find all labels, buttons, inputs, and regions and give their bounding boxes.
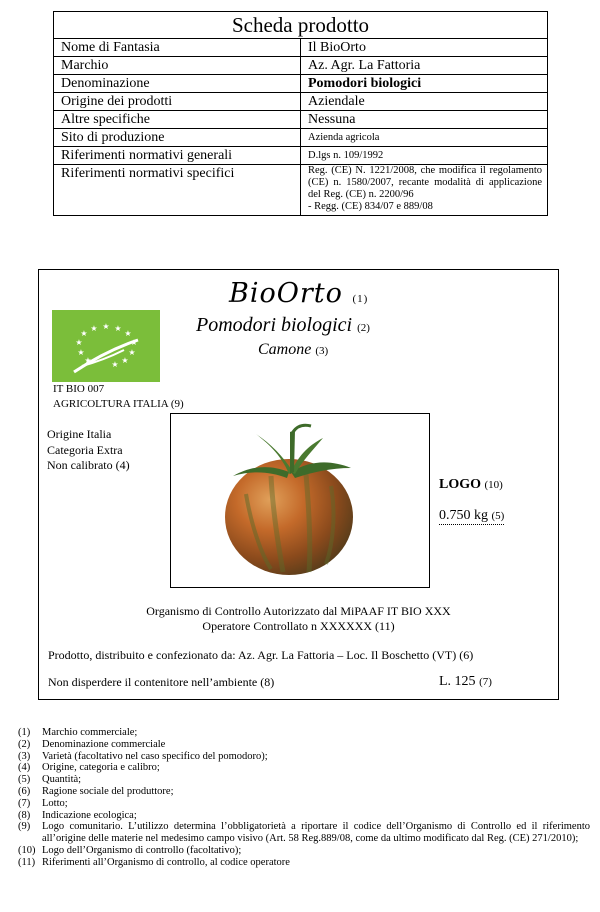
row-key: Riferimenti normativi specifici [54,165,301,216]
agri-origin-text: AGRICOLTURA ITALIA [53,398,169,410]
svg-text:★: ★ [111,360,119,369]
brand-name [229,278,368,309]
origin: Origine Italia [47,427,112,441]
row-value: Nessuna [301,111,548,129]
variety-ref: (3) [315,345,329,357]
note-text: Logo comunitario. L’utilizzo determina l’obbligatorietà a riportare il codice dell’Organismo di Controllo ed il riferimento all’origine delle materie nel medesimo campo visivo (Art. 58 Reg.889/08, come da ultimo modificato dal Reg. (CE) 271/2010); [42,821,590,845]
row-key: Sito di produzione [54,129,301,147]
svg-text:★: ★ [102,322,110,331]
row-value: Il BioOrto [301,39,548,57]
denomination-text: Pomodori biologici [196,314,353,336]
variety [258,341,328,359]
producer-info: Prodotto, distribuito e confezionato da: Az. Agr. La Fattoria – Loc. Il Boschetto (VT) (6) [48,648,474,662]
list-item [18,786,590,798]
table-row [54,93,548,111]
svg-text:★: ★ [128,348,136,357]
list-item [18,751,590,763]
note-number: (1) [18,727,31,738]
svg-text:★: ★ [121,356,129,365]
control-logo-placeholder [439,477,503,493]
list-item [18,857,590,869]
weight-ref: (5) [491,510,505,522]
denomination [196,314,370,337]
svg-text:★: ★ [124,329,132,338]
svg-text:★: ★ [77,348,85,357]
calibre [47,458,130,473]
list-item [18,727,590,739]
list-item [18,810,590,822]
svg-text:★: ★ [90,324,98,333]
note-text: Origine, categoria e calibro; [42,762,160,774]
note-number: (9) [18,821,31,833]
row-value: Pomodori biologici [301,75,548,93]
note-number: (7) [18,797,31,809]
footnotes-list [18,727,590,869]
product-label [38,269,559,700]
row-key: Nome di Fantasia [54,39,301,57]
row-value [301,165,548,216]
table-row [54,75,548,93]
list-item [18,762,590,774]
note-text: Denominazione commerciale [42,738,166,750]
row-key: Altre specifiche [54,111,301,129]
row-key: Origine dei prodotti [54,93,301,111]
brand-ref: (1) [352,293,369,305]
lot-number [439,674,492,690]
note-number: (5) [18,774,31,786]
net-weight [439,508,504,525]
calibre-ref: (4) [115,458,130,472]
eco-indication: Non disperdere il contenitore nell’ambiente (8) [48,675,275,689]
tomato-image [171,414,429,587]
list-item [18,798,590,810]
control-body-line-1: Organismo di Controllo Autorizzato dal MiPAAF IT BIO XXX [146,604,451,618]
list-item [18,845,590,857]
note-number: (2) [18,738,31,750]
cert-code: IT BIO 007 [53,383,105,395]
row-key: Denominazione [54,75,301,93]
note-text: Indicazione ecologica; [42,809,137,821]
row-value-text-2: - Regg. (CE) 834/07 e 889/08 [308,201,433,212]
table-row [54,39,548,57]
logo-ref: (10) [484,479,503,491]
table-row [54,57,548,75]
note-text: Varietà (facoltativo nel caso specifico del pomodoro); [42,750,268,762]
row-value: Azienda agricola [301,129,548,147]
row-value-text: Reg. (CE) N. 1221/2008, che modifica il regolamento (CE) n. 1580/2007, recante modalità di applicazione del Reg. (CE) n. 2200/96 [308,165,542,200]
lot-ref: (7) [479,676,492,688]
lot-text: L. 125 [439,674,476,689]
note-number: (3) [18,750,31,762]
svg-text:★: ★ [130,338,138,347]
row-value: D.lgs n. 109/1992 [301,147,548,165]
logo-text: LOGO [439,477,482,492]
note-number: (6) [18,785,31,797]
control-body-line-2: Operatore Controllato n XXXXXX (11) [202,619,395,633]
note-number: (8) [18,809,31,821]
note-text: Lotto; [42,797,68,809]
variety-text: Camone [258,341,312,358]
eu-organic-logo [52,310,160,382]
svg-text:★: ★ [80,329,88,338]
note-number: (4) [18,762,31,774]
row-value: Az. Agr. La Fattoria [301,57,548,75]
tomato-photo [170,413,430,588]
table-row [54,111,548,129]
row-value: Aziendale [301,93,548,111]
note-text: Logo dell’Organismo di controllo (facoltativo); [42,844,242,856]
list-item [18,774,590,786]
list-item [18,739,590,751]
svg-text:★: ★ [84,356,92,365]
row-key: Riferimenti normativi generali [54,147,301,165]
weight-text: 0.750 kg [439,508,488,523]
list-item [18,821,590,845]
note-number: (11) [18,856,36,868]
svg-text:★: ★ [114,324,122,333]
note-text: Quantità; [42,774,82,786]
table-row [54,165,548,216]
svg-text:★: ★ [75,338,83,347]
category: Categoria Extra [47,443,123,457]
note-number: (10) [18,844,36,856]
note-text: Marchio commerciale; [42,727,138,738]
sheet-title: Scheda prodotto [54,12,548,39]
note-text: Riferimenti all’Organismo di controllo, al codice operatore [42,856,290,868]
calibre-text: Non calibrato [47,458,113,472]
note-text: Ragione sociale del produttore; [42,785,174,797]
agri-origin [53,398,184,411]
table-row [54,129,548,147]
table-row [54,147,548,165]
denomination-ref: (2) [357,322,370,334]
eu-leaf-icon [52,310,160,382]
row-key: Marchio [54,57,301,75]
brand-text: BioOrto [229,278,343,309]
product-sheet-table [53,11,548,216]
agri-origin-ref: (9) [170,398,184,410]
